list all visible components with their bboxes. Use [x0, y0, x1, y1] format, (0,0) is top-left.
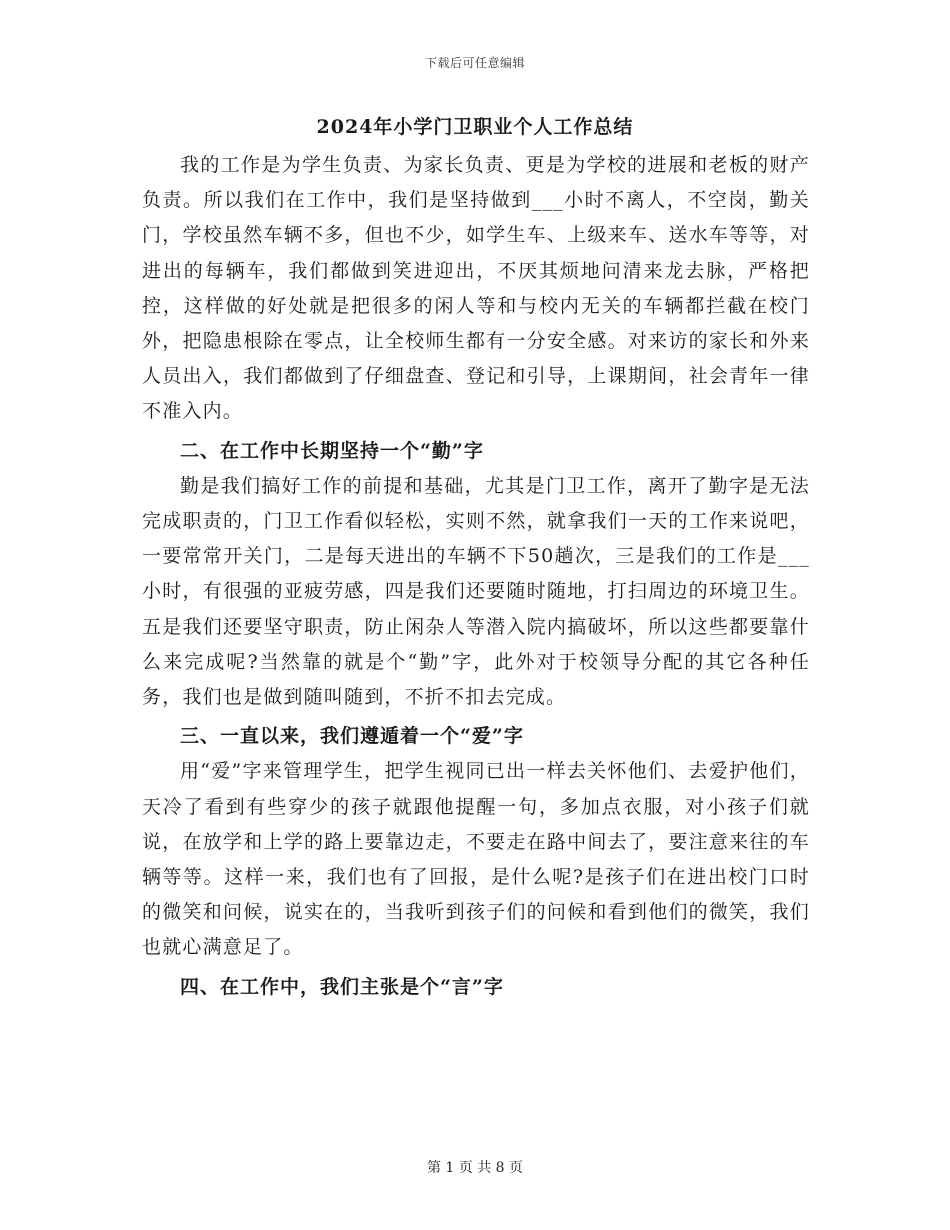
page-number-footer: 第 1 页 共 8 页 — [426, 1160, 524, 1176]
paragraph-intro: 我的工作是为学生负责、为家长负责、更是为学校的进展和老板的财产负责。所以我们在工作中，我们是坚持做到___小时不离人，不空岗，勤关门，学校虽然车辆不多，但也不少，如学生车、上级来车、送水车等等，对进出的每辆车，我们都做到笑进迎出，不厌其烦地问清来龙去脉，严格把控，这样做的好处就是把很多的闲人等和与校内无关的车辆都拦截在校门外，把隐患根除在零点，让全校师生都有一分安全感。对来访的家长和外来人员出入，我们都做到了仔细盘查、登记和引导，上课期间，社会青年一律不准入内。 — [142, 154, 810, 423]
section-heading-speech: 四、在工作中，我们主张是个“言”字 — [180, 975, 504, 998]
document-body — [142, 148, 810, 1005]
paragraph-diligence: 勤是我们搞好工作的前提和基础，尤其是门卫工作，离开了勤字是无法完成职责的，门卫工作看似轻松，实则不然，就拿我们一天的工作来说吧，一要常常开关门，二是每天进出的车辆不下50趟次，三是我们的工作是___小时，有很强的亚疲劳感，四是我们还要随时随地，打扫周边的环境卫生。五是我们还要坚守职责，防止闲杂人等潜入院内搞破坏，所以这些都要靠什么来完成呢?当然靠的就是个“勤”字，此外对于校领导分配的其它各种任务，我们也是做到随叫随到，不折不扣去完成。 — [142, 474, 810, 709]
section-heading-love: 三、一直以来，我们遵遁着一个“爱”字 — [180, 725, 524, 748]
document-title: 2024年小学门卫职业个人工作总结 — [316, 116, 634, 138]
header-note: 下载后可任意编辑 — [424, 56, 525, 70]
paragraph-love: 用“爱”字来管理学生，把学生视同已出一样去关怀他们、去爱护他们，天冷了看到有些穿少的孩子就跟他提醒一句，多加点衣服，对小孩子们就说，在放学和上学的路上要靠边走，不要走在路中间去了，要注意来往的车辆等等。这样一来，我们也有了回报，是什么呢?是孩子们在进出校门口时的微笑和问候，说实在的，当我听到孩子们的问候和看到他们的微笑，我们也就心满意足了。 — [142, 760, 810, 959]
section-heading-diligence: 二、在工作中长期坚持一个“勤”字 — [180, 439, 484, 462]
